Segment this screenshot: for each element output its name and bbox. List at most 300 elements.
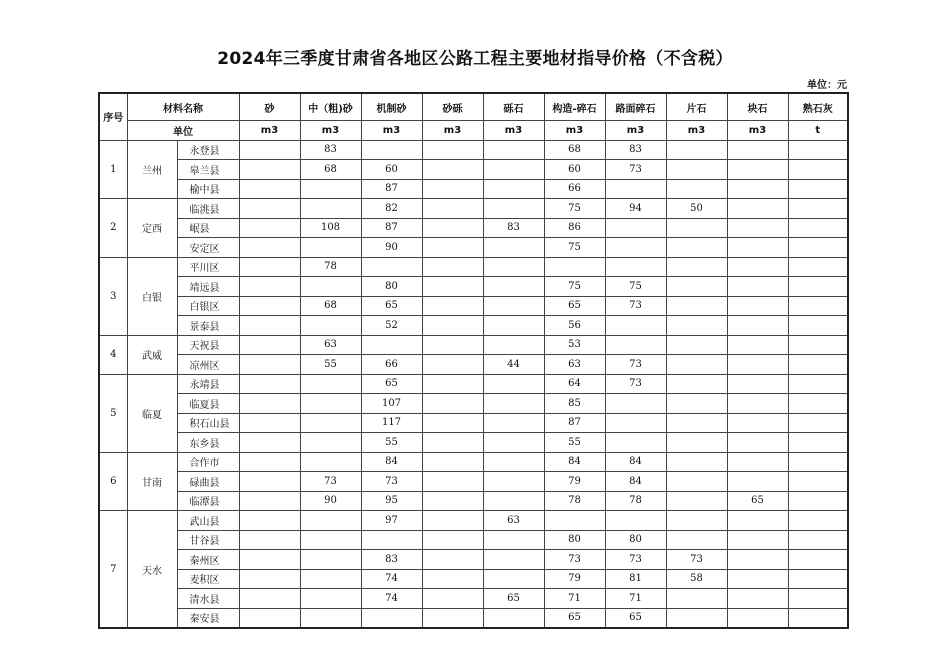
- price-cell: 44: [483, 355, 544, 375]
- price-cell: [483, 530, 544, 550]
- price-cell: 74: [361, 569, 422, 589]
- table-row: [99, 160, 848, 180]
- region-name: 天水: [127, 511, 177, 629]
- price-cell: [666, 374, 727, 394]
- material-name-header: 材料名称: [127, 93, 239, 121]
- material-header: 熟石灰: [788, 93, 848, 121]
- unit-header: m3: [605, 121, 666, 141]
- price-cell: [727, 316, 788, 336]
- price-cell: [666, 511, 727, 531]
- price-cell: [239, 355, 300, 375]
- region-name: 白银: [127, 257, 177, 335]
- price-cell: 66: [361, 355, 422, 375]
- county-name: 皋兰县: [177, 160, 239, 180]
- price-cell: [666, 394, 727, 414]
- price-cell: [361, 530, 422, 550]
- price-cell: 68: [544, 140, 605, 160]
- price-cell: [422, 511, 483, 531]
- price-cell: 87: [361, 179, 422, 199]
- table-row: [99, 511, 848, 531]
- price-cell: 78: [300, 257, 361, 277]
- price-cell: [422, 335, 483, 355]
- price-cell: [239, 160, 300, 180]
- price-cell: [483, 569, 544, 589]
- price-cell: [788, 472, 848, 492]
- price-cell: [483, 199, 544, 219]
- unit-header: m3: [361, 121, 422, 141]
- price-cell: [483, 238, 544, 258]
- price-cell: [422, 160, 483, 180]
- price-cell: 73: [605, 296, 666, 316]
- price-cell: [788, 491, 848, 511]
- table-row: [99, 589, 848, 609]
- material-header: 中（粗)砂: [300, 93, 361, 121]
- material-header-row: [99, 93, 848, 121]
- price-cell: 55: [544, 433, 605, 453]
- unit-note: 单位：元: [807, 80, 847, 91]
- county-name: 合作市: [177, 452, 239, 472]
- price-cell: 64: [544, 374, 605, 394]
- unit-header-row: [99, 121, 848, 141]
- region-name: 临夏: [127, 374, 177, 452]
- material-header: 机制砂: [361, 93, 422, 121]
- price-cell: 73: [605, 550, 666, 570]
- price-cell: 74: [361, 589, 422, 609]
- price-cell: 58: [666, 569, 727, 589]
- table-row: [99, 238, 848, 258]
- price-cell: 90: [361, 238, 422, 258]
- price-cell: [422, 374, 483, 394]
- price-cell: [239, 296, 300, 316]
- county-name: 白银区: [177, 296, 239, 316]
- table-row: [99, 335, 848, 355]
- price-cell: 75: [544, 199, 605, 219]
- price-cell: [666, 452, 727, 472]
- price-cell: [239, 472, 300, 492]
- price-cell: 73: [605, 160, 666, 180]
- price-cell: [422, 452, 483, 472]
- price-cell: [605, 179, 666, 199]
- price-cell: [605, 413, 666, 433]
- table-row: [99, 355, 848, 375]
- price-cell: [483, 608, 544, 628]
- material-header: 片石: [666, 93, 727, 121]
- price-cell: [300, 374, 361, 394]
- county-name: 积石山县: [177, 413, 239, 433]
- region-seq: 5: [99, 374, 127, 452]
- unit-label-header: 单位: [127, 121, 239, 141]
- price-cell: 53: [544, 335, 605, 355]
- price-cell: [788, 218, 848, 238]
- price-cell: [666, 160, 727, 180]
- table-header: [99, 93, 848, 140]
- region-seq: 4: [99, 335, 127, 374]
- price-cell: [727, 335, 788, 355]
- price-cell: [422, 550, 483, 570]
- price-cell: 81: [605, 569, 666, 589]
- price-cell: [788, 257, 848, 277]
- price-cell: [727, 413, 788, 433]
- unit-header: m3: [727, 121, 788, 141]
- material-header: 构造-碎石: [544, 93, 605, 121]
- price-cell: 87: [361, 218, 422, 238]
- price-cell: [788, 433, 848, 453]
- price-cell: [727, 550, 788, 570]
- price-cell: [788, 238, 848, 258]
- price-cell: [300, 608, 361, 628]
- price-cell: [422, 179, 483, 199]
- price-cell: [727, 433, 788, 453]
- table-row: [99, 550, 848, 570]
- material-header: 路面碎石: [605, 93, 666, 121]
- price-cell: [239, 277, 300, 297]
- price-cell: [666, 335, 727, 355]
- table-row: [99, 296, 848, 316]
- price-cell: [239, 589, 300, 609]
- price-cell: 66: [544, 179, 605, 199]
- price-cell: 84: [605, 452, 666, 472]
- county-name: 麦积区: [177, 569, 239, 589]
- price-cell: [605, 394, 666, 414]
- price-cell: [483, 550, 544, 570]
- price-cell: [483, 160, 544, 180]
- price-cell: 65: [544, 296, 605, 316]
- price-cell: 65: [361, 296, 422, 316]
- unit-header: m3: [239, 121, 300, 141]
- price-cell: [788, 374, 848, 394]
- price-cell: 63: [483, 511, 544, 531]
- price-cell: [727, 374, 788, 394]
- price-cell: [422, 140, 483, 160]
- price-cell: [666, 491, 727, 511]
- price-cell: 65: [483, 589, 544, 609]
- price-cell: 68: [300, 160, 361, 180]
- price-cell: [727, 160, 788, 180]
- county-name: 安定区: [177, 238, 239, 258]
- price-cell: [483, 374, 544, 394]
- price-cell: 83: [361, 550, 422, 570]
- price-cell: [300, 452, 361, 472]
- price-cell: [422, 296, 483, 316]
- table-row: [99, 569, 848, 589]
- price-cell: 84: [361, 452, 422, 472]
- price-cell: [666, 589, 727, 609]
- price-cell: [422, 589, 483, 609]
- price-cell: [605, 511, 666, 531]
- price-cell: [300, 316, 361, 336]
- price-cell: [300, 394, 361, 414]
- price-cell: [727, 608, 788, 628]
- price-cell: [239, 452, 300, 472]
- price-cell: [422, 238, 483, 258]
- table-row: [99, 257, 848, 277]
- price-cell: [300, 238, 361, 258]
- price-cell: 78: [544, 491, 605, 511]
- county-name: 清水县: [177, 589, 239, 609]
- unit-header: m3: [544, 121, 605, 141]
- unit-header: t: [788, 121, 848, 141]
- price-cell: [727, 511, 788, 531]
- price-cell: [727, 199, 788, 219]
- region-name: 甘南: [127, 452, 177, 511]
- price-cell: 71: [544, 589, 605, 609]
- price-cell: [239, 316, 300, 336]
- price-cell: 83: [483, 218, 544, 238]
- price-cell: 63: [300, 335, 361, 355]
- price-cell: [788, 394, 848, 414]
- price-cell: [788, 179, 848, 199]
- price-cell: [666, 608, 727, 628]
- price-cell: [361, 257, 422, 277]
- price-cell: 52: [361, 316, 422, 336]
- price-cell: [483, 433, 544, 453]
- table-row: [99, 316, 848, 336]
- price-cell: [788, 589, 848, 609]
- price-cell: [483, 140, 544, 160]
- price-cell: 73: [605, 374, 666, 394]
- material-header: 砾石: [483, 93, 544, 121]
- price-cell: [483, 257, 544, 277]
- price-cell: [422, 257, 483, 277]
- price-cell: [239, 569, 300, 589]
- price-cell: [727, 179, 788, 199]
- price-cell: [788, 199, 848, 219]
- price-cell: 55: [300, 355, 361, 375]
- price-cell: [605, 316, 666, 336]
- price-cell: 55: [361, 433, 422, 453]
- price-cell: 73: [361, 472, 422, 492]
- price-cell: 73: [605, 355, 666, 375]
- price-cell: [239, 374, 300, 394]
- price-cell: [361, 335, 422, 355]
- price-cell: [300, 589, 361, 609]
- unit-header: m3: [422, 121, 483, 141]
- price-cell: [788, 530, 848, 550]
- price-cell: [666, 238, 727, 258]
- price-cell: [239, 257, 300, 277]
- price-cell: [727, 355, 788, 375]
- price-cell: [483, 491, 544, 511]
- price-cell: [239, 413, 300, 433]
- price-cell: [727, 277, 788, 297]
- price-cell: [788, 413, 848, 433]
- county-name: 凉州区: [177, 355, 239, 375]
- table-row: [99, 530, 848, 550]
- price-cell: 80: [361, 277, 422, 297]
- price-cell: [788, 511, 848, 531]
- price-cell: [483, 277, 544, 297]
- price-cell: [483, 413, 544, 433]
- price-cell: [239, 140, 300, 160]
- price-cell: [483, 335, 544, 355]
- table-row: [99, 179, 848, 199]
- price-cell: 84: [544, 452, 605, 472]
- price-cell: 73: [300, 472, 361, 492]
- price-cell: [727, 238, 788, 258]
- price-cell: [361, 608, 422, 628]
- price-cell: 83: [300, 140, 361, 160]
- price-cell: [239, 550, 300, 570]
- price-cell: [422, 355, 483, 375]
- price-cell: 50: [666, 199, 727, 219]
- unit-header: m3: [300, 121, 361, 141]
- county-name: 秦安县: [177, 608, 239, 628]
- price-cell: [483, 296, 544, 316]
- price-cell: [666, 530, 727, 550]
- county-name: 碌曲县: [177, 472, 239, 492]
- price-cell: [483, 316, 544, 336]
- price-cell: [666, 316, 727, 336]
- price-cell: 82: [361, 199, 422, 219]
- price-cell: [239, 511, 300, 531]
- table-row: [99, 472, 848, 492]
- table-row: [99, 491, 848, 511]
- price-cell: [422, 394, 483, 414]
- price-cell: [300, 199, 361, 219]
- unit-header: m3: [483, 121, 544, 141]
- price-cell: 108: [300, 218, 361, 238]
- page-title: 2024年三季度甘肃省各地区公路工程主要地材指导价格（不含税）: [217, 49, 733, 69]
- price-cell: [788, 355, 848, 375]
- county-name: 榆中县: [177, 179, 239, 199]
- price-cell: [727, 140, 788, 160]
- price-cell: [422, 491, 483, 511]
- county-name: 东乡县: [177, 433, 239, 453]
- price-cell: 75: [544, 238, 605, 258]
- price-cell: 60: [544, 160, 605, 180]
- price-cell: [239, 394, 300, 414]
- price-cell: 79: [544, 472, 605, 492]
- county-name: 永靖县: [177, 374, 239, 394]
- price-cell: [666, 433, 727, 453]
- price-cell: 63: [544, 355, 605, 375]
- table-row: [99, 394, 848, 414]
- price-cell: [666, 140, 727, 160]
- region-seq: 3: [99, 257, 127, 335]
- price-table: [98, 92, 849, 629]
- price-cell: [788, 569, 848, 589]
- material-header: 砂砾: [422, 93, 483, 121]
- region-seq: 6: [99, 452, 127, 511]
- price-cell: [483, 452, 544, 472]
- price-cell: [239, 530, 300, 550]
- price-cell: [422, 472, 483, 492]
- price-cell: 86: [544, 218, 605, 238]
- material-header: 砂: [239, 93, 300, 121]
- county-name: 平川区: [177, 257, 239, 277]
- table-row: [99, 413, 848, 433]
- price-cell: [300, 413, 361, 433]
- county-name: 天祝县: [177, 335, 239, 355]
- price-cell: [605, 257, 666, 277]
- price-cell: [788, 608, 848, 628]
- price-cell: 73: [544, 550, 605, 570]
- price-cell: 79: [544, 569, 605, 589]
- price-cell: 65: [544, 608, 605, 628]
- price-cell: 87: [544, 413, 605, 433]
- price-cell: [300, 569, 361, 589]
- table-row: [99, 433, 848, 453]
- price-cell: [788, 335, 848, 355]
- county-name: 临潭县: [177, 491, 239, 511]
- price-cell: [666, 277, 727, 297]
- price-cell: 60: [361, 160, 422, 180]
- region-seq: 1: [99, 140, 127, 199]
- price-cell: [727, 569, 788, 589]
- price-cell: [788, 277, 848, 297]
- price-cell: [422, 218, 483, 238]
- price-cell: [239, 238, 300, 258]
- price-cell: [788, 140, 848, 160]
- price-cell: [300, 550, 361, 570]
- price-cell: [239, 179, 300, 199]
- price-cell: [544, 257, 605, 277]
- price-cell: [605, 335, 666, 355]
- price-cell: [788, 452, 848, 472]
- price-cell: 71: [605, 589, 666, 609]
- price-cell: 56: [544, 316, 605, 336]
- table-row: [99, 199, 848, 219]
- table-row: [99, 452, 848, 472]
- price-cell: [422, 608, 483, 628]
- county-name: 永登县: [177, 140, 239, 160]
- price-cell: [300, 277, 361, 297]
- table-body: [99, 140, 848, 628]
- price-cell: [483, 472, 544, 492]
- price-cell: [422, 277, 483, 297]
- price-cell: [300, 179, 361, 199]
- price-cell: 75: [544, 277, 605, 297]
- price-cell: [239, 608, 300, 628]
- region-name: 兰州: [127, 140, 177, 199]
- price-cell: [483, 179, 544, 199]
- table-row: [99, 277, 848, 297]
- price-cell: 84: [605, 472, 666, 492]
- price-cell: [239, 491, 300, 511]
- price-cell: [605, 433, 666, 453]
- price-cell: [666, 472, 727, 492]
- price-cell: [666, 296, 727, 316]
- price-cell: [727, 452, 788, 472]
- price-cell: [727, 218, 788, 238]
- price-cell: [483, 394, 544, 414]
- price-cell: [300, 433, 361, 453]
- county-name: 临夏县: [177, 394, 239, 414]
- price-cell: 78: [605, 491, 666, 511]
- price-cell: 94: [605, 199, 666, 219]
- price-cell: [422, 316, 483, 336]
- price-cell: [422, 433, 483, 453]
- price-cell: [239, 199, 300, 219]
- seq-header: 序号: [99, 93, 127, 140]
- price-cell: [300, 530, 361, 550]
- price-cell: 85: [544, 394, 605, 414]
- table-row: [99, 608, 848, 628]
- price-cell: [239, 433, 300, 453]
- price-cell: [788, 316, 848, 336]
- material-header: 块石: [727, 93, 788, 121]
- price-cell: [666, 257, 727, 277]
- price-cell: [727, 472, 788, 492]
- county-name: 临洮县: [177, 199, 239, 219]
- price-cell: [727, 296, 788, 316]
- county-name: 岷县: [177, 218, 239, 238]
- price-cell: 80: [544, 530, 605, 550]
- county-name: 景泰县: [177, 316, 239, 336]
- price-cell: 107: [361, 394, 422, 414]
- price-cell: [666, 413, 727, 433]
- price-cell: 83: [605, 140, 666, 160]
